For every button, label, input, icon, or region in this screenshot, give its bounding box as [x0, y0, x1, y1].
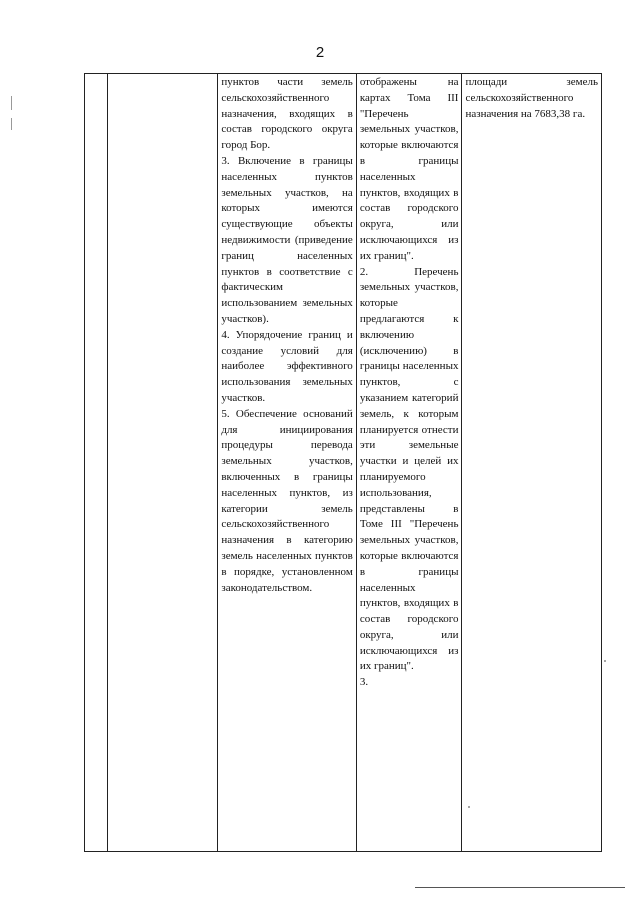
goals-paragraph: 3. Включение в границы населенных пунктов земельных участков, на которых имеются существующие объекты недвижимости (приведение границ населенных пунктов в соответствие с фактическим использованием земельных участков). — [221, 154, 353, 325]
goals-paragraph: пунктов части земель сельскохозяйственного назначения, входящих в состав городского округа город Бор. — [221, 76, 353, 152]
scan-margin-mark — [11, 118, 12, 130]
scan-speck — [604, 660, 606, 662]
table-cell-number — [85, 74, 108, 852]
goals-paragraph: 5. Обеспечение оснований для инициирования процедуры перевода земельных участков, включенных в границы населенных пунктов, из категории земель сельскохозяйственного назначения в категорию земель населенных пунктов в порядке, установленном законодательством. — [221, 407, 353, 594]
result-paragraph: площади земель сельскохозяйственного назначения на 7683,38 га. — [465, 76, 598, 120]
scan-margin-mark — [11, 96, 12, 110]
table-cell-materials — [356, 74, 462, 852]
table-cell-goals — [218, 74, 356, 852]
materials-paragraph: 3. — [359, 676, 369, 689]
page-number: 2 — [315, 44, 325, 61]
document-table — [84, 73, 602, 852]
table-row — [85, 74, 602, 852]
scan-speck — [468, 806, 470, 808]
scan-footer-line — [415, 887, 625, 888]
materials-paragraph: отображены на картах Тома III "Перечень земельных участков, которые включаются в границы населенных пунктов, входящих в состав городского округа, или исключающихся из их границ". — [359, 76, 459, 262]
table-cell-result — [462, 74, 602, 852]
table-cell-name — [107, 74, 218, 852]
materials-paragraph: 2. Перечень земельных участков, которые предлагаются к включению (исключению) в границы населенных пунктов, с указанием категорий земель, к которым планируется отнести эти земельные участки и целей их планируемого использования, представлены в Томе III "Перечень земельных участков, которые включаются в границы населенных пунктов, входящих в состав городского округа, или исключающихся из их границ". — [359, 265, 459, 673]
goals-paragraph: 4. Упорядочение границ и создание условий для наиболее эффективного использования земельных участков. — [221, 328, 353, 404]
